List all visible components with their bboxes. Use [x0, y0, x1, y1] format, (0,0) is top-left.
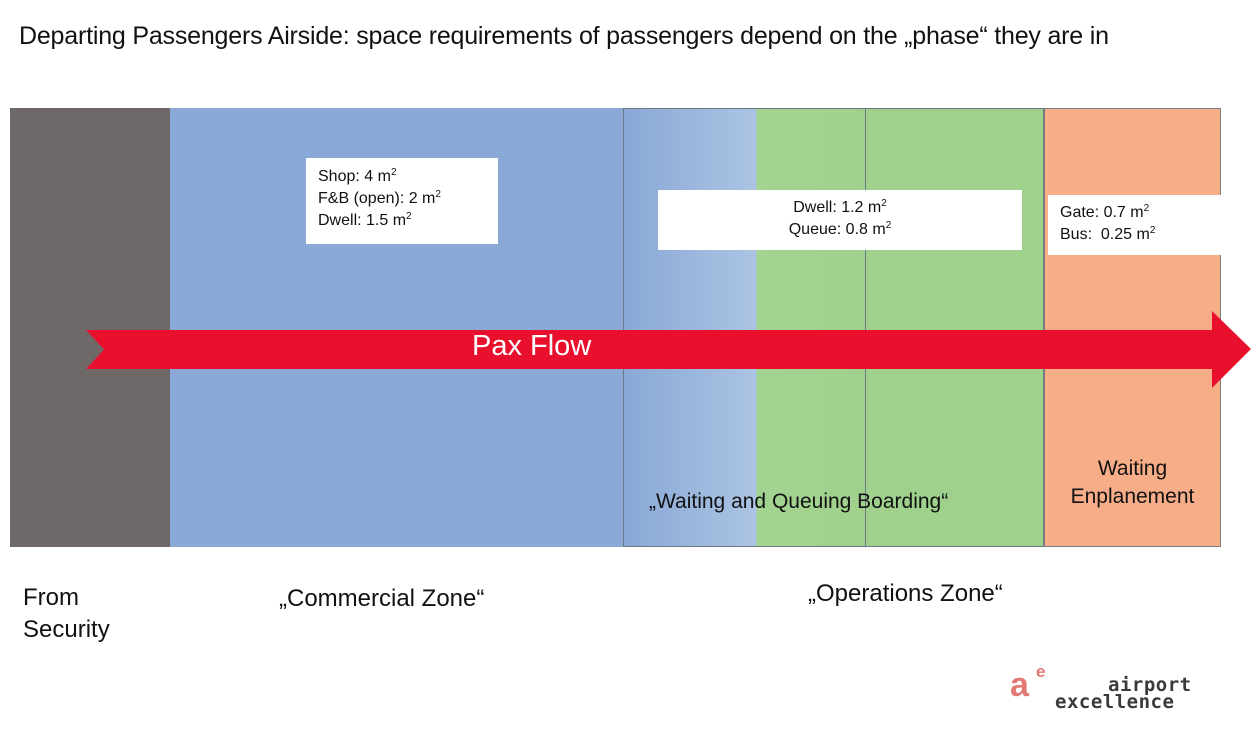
waiting-enplanement-label: Waiting Enplanement — [1070, 457, 1195, 508]
pax-flow-label: Pax Flow — [472, 330, 592, 362]
operations-zone-label: „Operations Zone“ — [808, 580, 1003, 607]
logo-word-airport: airport — [1108, 674, 1192, 696]
pax-flow-arrow-shape — [86, 311, 1251, 388]
shop-requirement: Shop: 4 $m^2$ — [318, 167, 397, 185]
logo-mark: a — [1010, 666, 1029, 704]
from-security-label: From Security — [23, 584, 110, 643]
airport-excellence-logo — [1010, 662, 1210, 716]
waiting-queuing-label: „Waiting and Queuing Boarding“ — [649, 490, 949, 513]
dwell-requirement: Dwell: 1.5 $m^2$ — [318, 211, 412, 229]
logo-word-excellence: excellence — [1055, 691, 1175, 713]
queue-requirement: Queue: 0.8 $m^2$ — [788, 220, 892, 238]
fb-requirement: F&B (open): 2 $m^2$ — [318, 189, 441, 207]
dwell-requirement: Dwell: 1.2 $m^2$ — [793, 198, 887, 216]
gate-requirement: Gate: 0.7 $m^2$ — [1060, 203, 1150, 221]
commercial-zone-label: „Commercial Zone“ — [279, 585, 485, 612]
page-title: Departing Passengers Airside: space requirements of passengers depend on the „phase“ they are in — [19, 22, 1109, 50]
bus-requirement: Bus: 0.25 $m^2$ — [1060, 225, 1156, 243]
logo-mark-exponent: e — [1036, 662, 1046, 681]
